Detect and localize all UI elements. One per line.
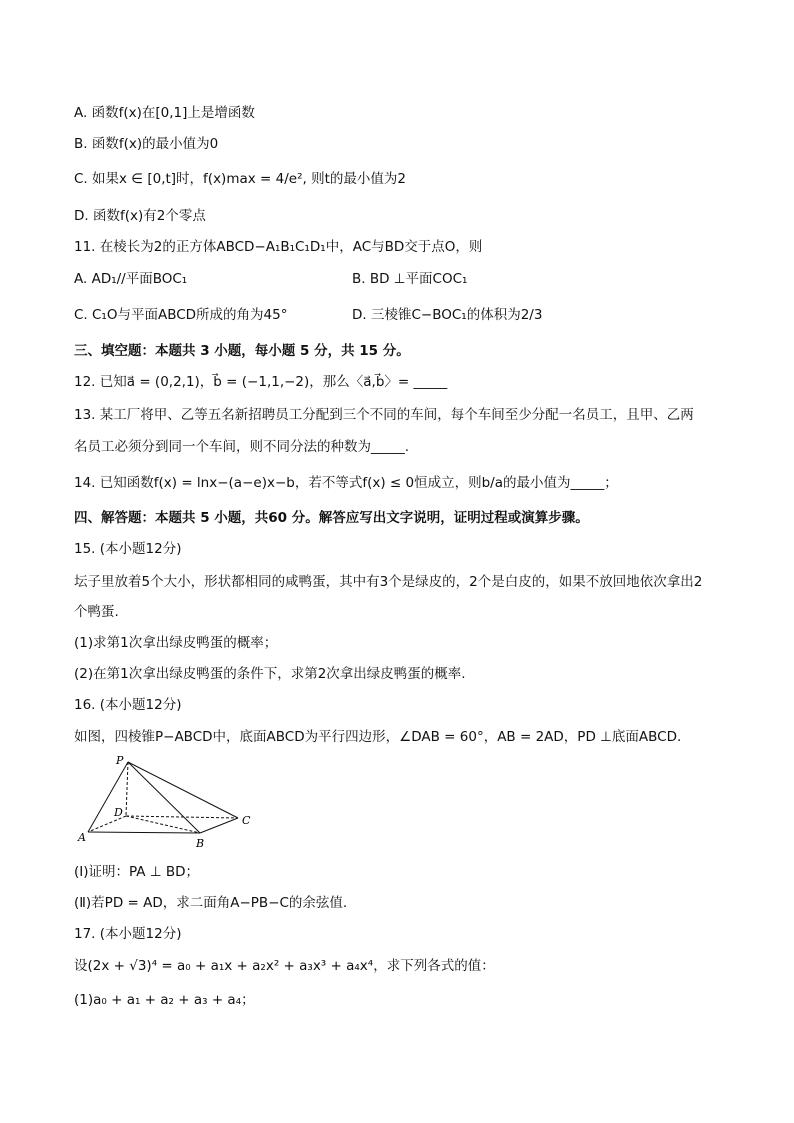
edge-bc [200,818,238,833]
q10-option-d: D. 函数f(x)有2个零点 [74,208,206,224]
q17-stem: 设(2x + √3)⁴ = a₀ + a₁x + a₂x² + a₃x³ + a₄x⁴，求下列各式的值： [74,958,495,974]
edge-ab [88,832,200,833]
q11-option-a: A. AD₁//平面BOC₁ [74,271,188,287]
vertex-d-label: D [114,806,123,819]
edge-pb [128,762,200,833]
edge-pc [128,762,238,818]
q15-part-2: (2)在第1次拿出绿皮鸭蛋的条件下，求第2次拿出绿皮鸭蛋的概率. [74,666,466,682]
q15-stem-line-2: 个鸭蛋. [74,604,119,620]
vertex-c-label: C [242,814,251,827]
q16-heading: 16. (本小题12分) [74,697,182,713]
q11-option-b: B. BD ⊥平面COC₁ [352,271,468,287]
q10-option-a: A. 函数f(x)在[0,1]上是增函数 [74,105,255,121]
q17-part-1: (1)a₀ + a₁ + a₂ + a₃ + a₄； [74,992,255,1008]
q11-stem: 11. 在棱长为2的正方体ABCD−A₁B₁C₁D₁中，AC与BD交于点O，则 [74,239,483,255]
q10-option-b: B. 函数f(x)的最小值为0 [74,136,219,152]
vertex-a-label: A [78,831,86,844]
vertex-p-label: P [116,754,124,767]
q11-option-c: C. C₁O与平面ABCD所成的角为45° [74,307,288,323]
edge-dc [126,816,238,818]
q10-option-c: C. 如果x ∈ [0,t]时，f(x)max = 4/e², 则t的最小值为2 [74,171,406,187]
q15-part-1: (1)求第1次拿出绿皮鸭蛋的概率； [74,635,278,651]
q16-part-2: (Ⅱ)若PD = AD，求二面角A−PB−C的余弦值. [74,895,348,911]
section-fill-in-heading: 三、填空题：本题共 3 小题，每小题 5 分，共 15 分。 [74,343,410,359]
edge-pa [88,762,128,832]
q16-part-1: (Ⅰ)证明：PA ⊥ BD； [74,864,200,880]
q15-heading: 15. (本小题12分) [74,541,182,557]
edge-db [126,816,200,833]
q17-heading: 17. (本小题12分) [74,926,182,942]
q16-stem: 如图，四棱锥P−ABCD中，底面ABCD为平行四边形，∠DAB = 60°，AB = 2AD，PD ⊥底面ABCD. [74,729,682,745]
q14: 14. 已知函数f(x) = lnx−(a−e)x−b，若不等式f(x) ≤ 0恒成立，则b/a的最小值为_____； [74,475,618,491]
edge-pd [126,762,128,816]
vertex-b-label: B [196,837,205,850]
q11-option-d: D. 三棱锥C−BOC₁的体积为2/3 [352,307,543,323]
q12: 12. 已知a⃗ = (0,2,1)，b⃗ = (−1,1,−2)，那么〈a⃗,b⃗〉= _____ [74,374,448,390]
q13-line-2: 名员工必须分到同一个车间，则不同分法的种数为_____. [74,439,410,455]
q15-stem-line-1: 坛子里放着5个大小，形状都相同的咸鸭蛋，其中有3个是绿皮的，2个是白皮的，如果不放回地依次拿出2 [74,574,703,590]
section-answer-heading: 四、解答题：本题共 5 小题，共60 分。解答应写出文字说明，证明过程或演算步骤。 [74,510,589,526]
pyramid-figure [74,752,274,852]
q13-line-1: 13. 某工厂将甲、乙等五名新招聘员工分配到三个不同的车间，每个车间至少分配一名员工，且甲、乙两 [74,407,694,423]
